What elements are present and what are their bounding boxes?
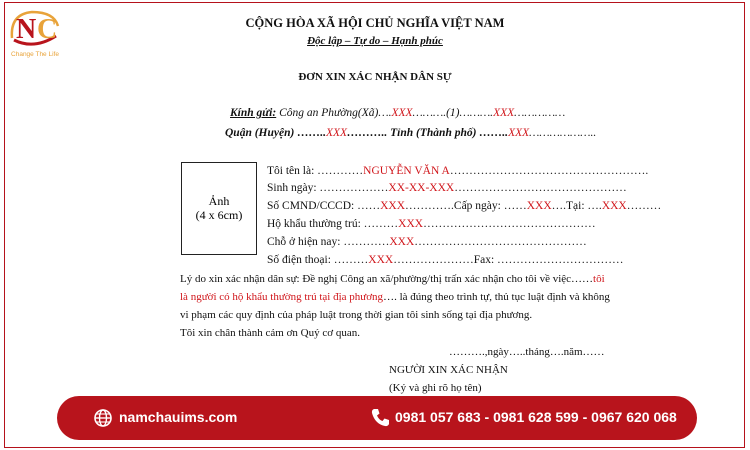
contact-footer-bar — [57, 396, 697, 440]
reason-line-1 — [180, 273, 605, 285]
phone-numbers[interactable]: 0981 057 683 - 0981 628 599 - 0967 620 068 — [395, 409, 677, 425]
document-title: ĐƠN XIN XÁC NHẬN DÂN SỰ — [298, 71, 452, 83]
dots: ……………………………………… — [414, 236, 587, 248]
country-heading: CỘNG HÒA XÃ HỘI CHỦ NGHĨA VIỆT NAM — [245, 16, 505, 30]
phone-label: Số điện thoại: ……… — [267, 254, 369, 266]
issue-date-label: ………….Cấp ngày: …… — [405, 200, 527, 212]
fax-label: …………………Fax: …………………………… — [393, 254, 624, 266]
reason-text: Lý do xin xác nhận dân sự: Đề nghị Công an xã/phường/thị trấn xác nhận cho tôi về việc…… — [180, 273, 594, 285]
reason-highlight: tôi — [593, 273, 605, 285]
signature-date: ……….,ngày…..tháng….năm…… — [449, 346, 605, 358]
field-name — [267, 165, 648, 177]
reason-highlight: là người có hộ khẩu thường trú tại địa phương — [180, 291, 384, 303]
phone-icon — [371, 408, 389, 427]
dots: ……………………………………… — [454, 182, 627, 194]
field-residence — [267, 218, 596, 230]
signature-title: NGƯỜI XIN XÁC NHẬN — [389, 364, 508, 376]
id-label: Số CMND/CCCD: …… — [267, 200, 381, 212]
logo-tagline: Change The Life — [11, 51, 59, 58]
reason-line-3: vi phạm các quy định của pháp luật trong thời gian tôi sinh sống tại địa phương. — [180, 309, 533, 321]
district-label: Quận (Huyện) …….. — [225, 127, 326, 139]
dob-value: XX-XX-XXX — [388, 182, 455, 194]
residence-label: Hộ khẩu thường trú: ……… — [267, 218, 399, 230]
dots: ……… — [626, 200, 662, 212]
thanks-line: Tôi xin chân thành cảm ơn Quý cơ quan. — [180, 327, 360, 339]
field-id — [267, 200, 661, 212]
ward-placeholder: XXX — [391, 107, 413, 119]
addressee-label: Kính gửi: — [230, 107, 277, 119]
province-placeholder: XXX — [508, 127, 530, 139]
name-value: NGUYỄN VĂN A — [363, 165, 450, 177]
field-dob — [267, 182, 627, 194]
motto: Độc lập – Tự do – Hạnh phúc — [307, 35, 443, 47]
addressee-line-1 — [230, 107, 565, 119]
globe-icon — [94, 409, 112, 427]
signature-note: (Ký và ghi rõ họ tên) — [389, 382, 482, 394]
residence-value: XXX — [398, 218, 424, 230]
addressee-text: ……….(1)………. — [412, 107, 494, 119]
addressee-dots: …………… — [514, 107, 566, 119]
website-link[interactable]: namchauims.com — [119, 409, 238, 425]
dots: ……………………………………… — [423, 218, 596, 230]
field-phone — [267, 254, 624, 266]
issue-place-label: ….Tại: …. — [551, 200, 602, 212]
addressee-line-2 — [225, 127, 596, 139]
addressee-dots: ……………….. — [529, 127, 597, 139]
district-placeholder: XXX — [325, 127, 348, 139]
reason-line-2 — [180, 291, 610, 303]
issue-place-value: XXX — [601, 200, 627, 212]
name-label: Tôi tên là: ………… — [267, 165, 364, 177]
photo-label: Ảnh — [208, 194, 230, 208]
issue-date-value: XXX — [526, 200, 552, 212]
dob-label: Sinh ngày: ……………… — [267, 182, 389, 194]
photo-box — [181, 162, 257, 255]
current-address-label: Chỗ ở hiện nay: ………… — [267, 236, 390, 248]
current-address-value: XXX — [389, 236, 415, 248]
province-label: ……….. Tỉnh (Thành phố) …….. — [347, 127, 509, 139]
addressee-text: Công an Phường(Xã)…. — [276, 107, 392, 119]
field-current-address — [267, 236, 587, 248]
id-value: XXX — [380, 200, 406, 212]
svg-text:C: C — [37, 14, 58, 45]
svg-text:N: N — [16, 14, 37, 45]
ward-placeholder-2: XXX — [493, 107, 515, 119]
reason-text: …. là đúng theo trình tự, thủ tục luật định và không — [383, 291, 610, 303]
photo-size: (4 x 6cm) — [195, 208, 243, 222]
dots: ……………………………………………. — [449, 165, 649, 177]
phone-value: XXX — [368, 254, 394, 266]
